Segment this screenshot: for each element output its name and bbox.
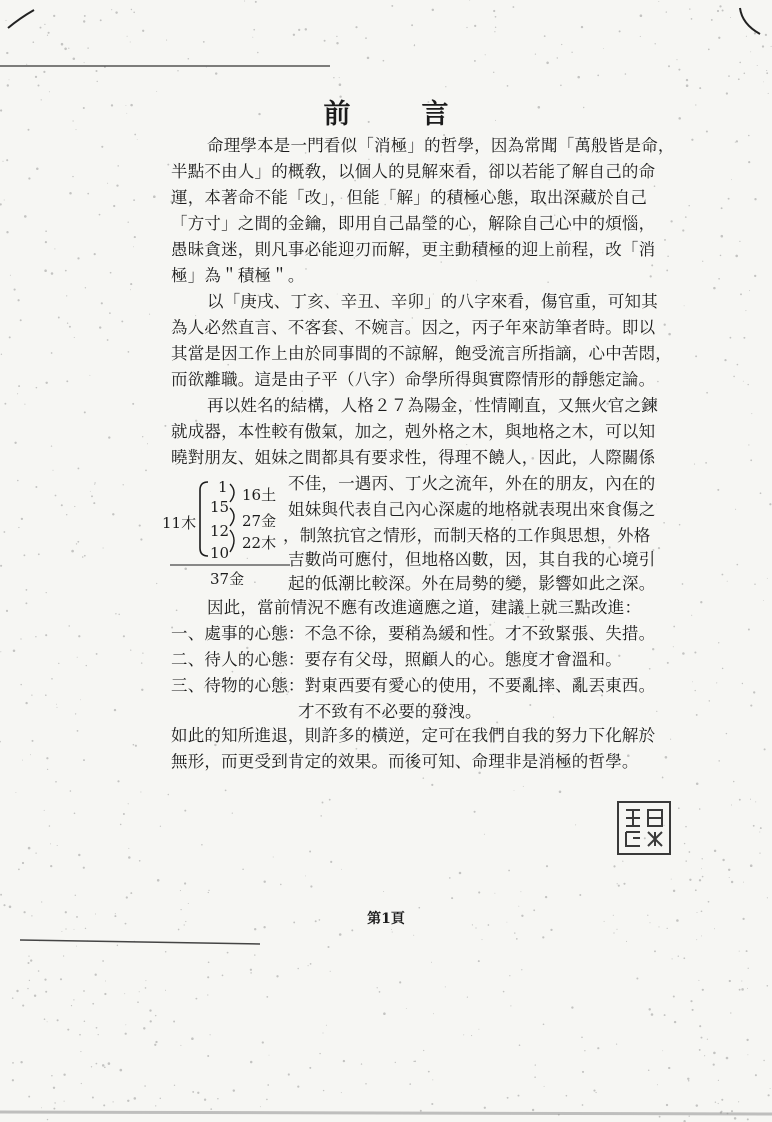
heaven-grid-value: 16土 [242,486,277,504]
outer-grid-label: 11木 [162,514,197,532]
text-line: 無形，而更受到肯定的效果。而後可知、命理非是消極的哲學。 [171,752,639,771]
text-line: 就成器，本性較有傲氣，加之，剋外格之木，與地格之木，可以知 [171,422,656,441]
corner-mark-left [8,10,34,28]
text-line: 愚昧貪迷，則凡事必能迎刃而解，更主動積極的迎上前程，改「消 [171,240,656,259]
text-line: 而欲離職。這是由子平（八字）命學所得與實際情形的靜態定論。 [171,370,656,389]
text-line: 如此的知所進退，則許多的橫逆，定可在我們自我的努力下化解於 [171,726,656,745]
page-number: 第1頁 [367,911,405,927]
list-item-continuation: 才不致有不必要的發洩。 [298,702,482,721]
text-line: 吉數尚可應付，但地格凶數，因，其自我的心境引 [288,550,656,569]
text-line: 以「庚戌、丁亥、辛丑、辛卯」的八字來看，傷官重，可知其 [207,292,658,311]
outer-bracket [200,482,208,556]
text-line: 運，本著命不能「改」，但能「解」的積極心態，取出深藏於自己 [171,188,648,207]
stroke-number: 10 [210,544,230,562]
text-line: 其當是因工作上由於同事間的不諒解，飽受流言所指謫，心中苦悶， [171,344,672,363]
list-item: 三、待物的心態：對東西要有愛心的使用，不要亂摔、亂丟東西。 [171,676,656,695]
earth-grid-value: 22木 [242,534,277,552]
stroke-number: 12 [210,522,230,540]
list-item: 二、待人的心態：要存有父母，照顧人的心。態度才會溫和。 [171,650,622,669]
stroke-number: 1 [218,478,228,496]
text-line: 不佳，一遇丙、丁火之流年，外在的朋友，內在的 [288,474,656,493]
text-line: 起的低潮比較深。外在局勢的變，影響如此之深。 [288,574,656,593]
text-line: ，制煞抗官之情形，而制天格的工作與思想，外格 [283,526,651,545]
page-title: 前 言 [323,99,471,130]
pair-bracket [230,508,234,526]
stroke-number: 15 [210,498,230,516]
text-line: 曉對朋友、姐妹之間都具有要求性，得理不饒人，因此，人際關係 [171,448,656,467]
text-line: 「方寸」之間的金鑰，即用自己晶瑩的心，解除自己心中的煩惱， [171,214,656,233]
total-grid-value: 37金 [210,570,245,588]
person-grid-value: 27金 [242,512,277,530]
name-structure-diagram [160,470,295,595]
text-line: 半點不由人」的概敎，以個人的見解來看，卻以若能了解自己的命 [171,162,656,181]
pair-bracket [230,484,234,502]
author-seal-stamp [616,800,672,856]
corner-mark-right [740,8,760,34]
text-line: 姐妹與代表自己內心深處的地格就表現出來食傷之 [288,500,656,519]
text-line: 再以姓名的結構，人格２７為陽金，性情剛直，又無火官之鍊 [207,396,658,415]
text-line: 命理學本是一門看似「消極」的哲學，因為常聞「萬般皆是命， [207,136,675,155]
list-item: 一、處事的心態：不急不徐，要稍為緩和性。才不致緊張、失措。 [171,624,656,643]
text-line: 因此，當前情況不應有改進適應之道，建議上就三點改進： [207,598,642,617]
text-line: 極」為＂積極＂。 [171,266,305,285]
text-line: 為人必然直言、不客套、不婉言。因之，丙子年來訪筆者時。即以 [171,318,656,337]
pair-bracket [230,530,234,552]
